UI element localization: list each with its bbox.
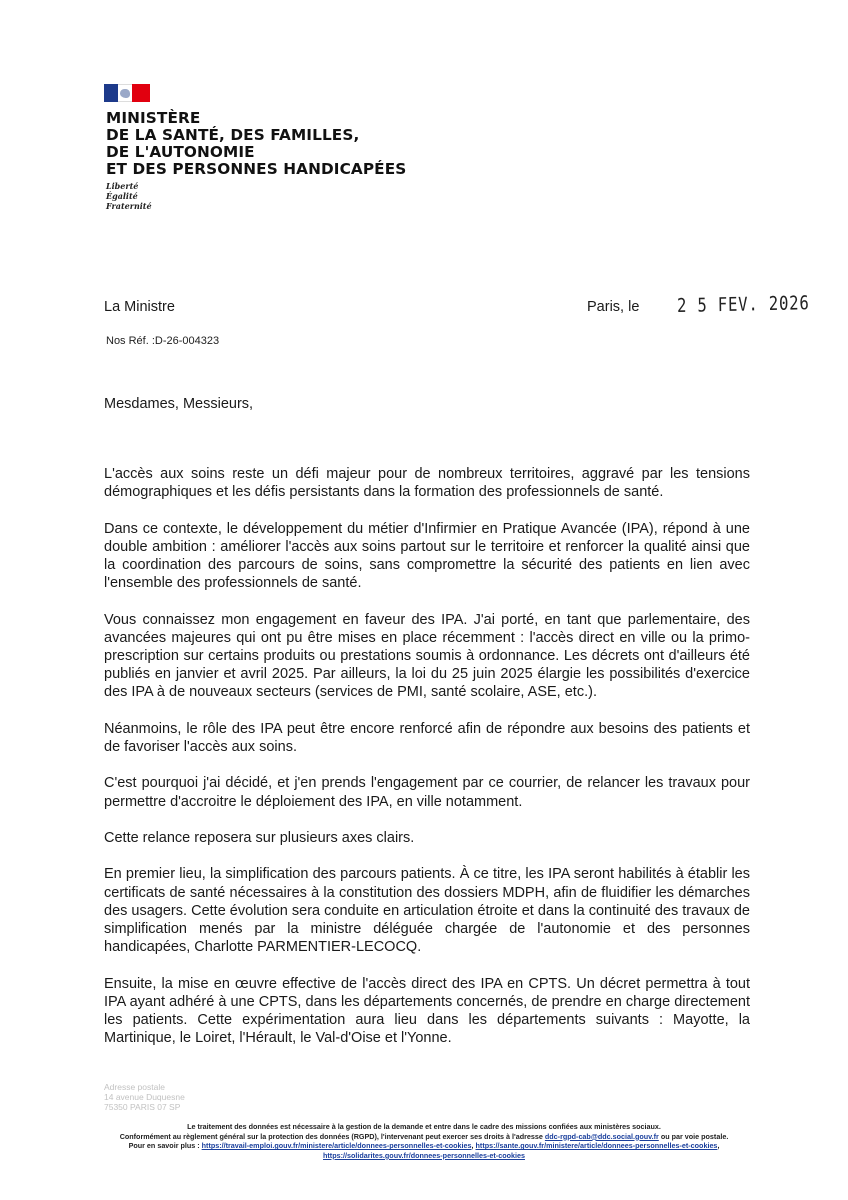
ministry-name <box>106 110 406 178</box>
motto-line: Liberté <box>106 181 139 191</box>
rgpd-footer <box>60 1122 788 1160</box>
address-line: 14 avenue Duquesne <box>104 1092 185 1102</box>
paragraph: L'accès aux soins reste un défi majeur pour de nombreux territoires, aggravé par les tensions démographiques et les défis persistants dans la formation des professionnels de santé. <box>104 466 750 501</box>
marianne-profile-icon <box>118 84 132 102</box>
republic-motto <box>106 181 152 211</box>
paragraph: C'est pourquoi j'ai décidé, et j'en prends l'engagement par ce courrier, de relancer les travaux pour permettre d'accroitre le déploiement des IPA, en ville notamment. <box>104 775 750 810</box>
address-line: Adresse postale <box>104 1082 165 1092</box>
sante-link[interactable]: https://sante.gouv.fr/ministere/article/donnees-personnelles-et-cookies <box>475 1141 718 1151</box>
flag-blue-band <box>104 84 118 102</box>
reference: Nos Réf. :D-26-004323 <box>106 335 220 347</box>
footer-line: Le traitement des données est nécessaire à la gestion de la demande et entre dans le cadre des missions confiées aux ministères sociaux. <box>187 1122 661 1131</box>
paragraph: Cette relance reposera sur plusieurs axes clairs. <box>104 829 415 846</box>
paragraph: Néanmoins, le rôle des IPA peut être encore renforcé afin de répondre aux besoins des patients et de favoriser l'accès aux soins. <box>104 720 750 755</box>
paragraph: Dans ce contexte, le développement du métier d'Infirmier en Pratique Avancée (IPA), répond à une double ambition : améliorer l'accès aux soins partout sur le territoire et renforcer la qualité ainsi que la coordination des parcours de soins, sans compromettre la sécurité des patients en lien avec l'ensemble des professionnels de santé. <box>104 520 750 592</box>
place-label: Paris, le <box>587 299 640 315</box>
ministry-line: MINISTÈRE <box>106 109 201 127</box>
footer-line: Pour en savoir plus : https://travail-emploi.gouv.fr/ministere/article/donnees-personnelles-et-cookies, https://sante.gouv.fr/ministere/article/donnees-personnelles-et-cookies, <box>128 1141 720 1151</box>
motto-line: Fraternité <box>106 201 152 211</box>
ministry-line: DE L'AUTONOMIE <box>106 143 255 161</box>
paragraph: En premier lieu, la simplification des parcours patients. À ce titre, les IPA seront habilités à établir les certificats de santé nécessaires à la constitution des dossiers MDPH, afin de fluidifier les démarches des usagers. Cette évolution sera conduite en articulation étroite et dans la continuité des travaux de simplification menés par la ministre déléguée chargée de l'autonomie et des personnes handicapées, Charlotte PARMENTIER-LECOCQ. <box>104 866 750 956</box>
salutation: Mesdames, Messieurs, <box>104 396 254 412</box>
footer-text: Conformément au règlement général sur la protection des données (RGPD), l'intervenant peut exercer ses droits à l'adresse <box>119 1131 543 1141</box>
motto-line: Égalité <box>106 191 138 201</box>
footer-line <box>60 1151 788 1161</box>
date-stamp: 2 5 FEV. 2026 <box>676 292 810 317</box>
footer-line <box>60 1132 788 1142</box>
postal-address <box>104 1082 185 1112</box>
flag-red-band <box>132 84 150 102</box>
ministry-line: DE LA SANTÉ, DES FAMILLES, <box>106 126 360 144</box>
rgpd-email-link[interactable]: ddc-rgpd-cab@ddc.social.gouv.fr <box>544 1131 659 1141</box>
footer-text: Pour en savoir plus : <box>128 1141 200 1151</box>
solidarites-link[interactable]: https://solidarites.gouv.fr/donnees-personnelles-et-cookies <box>323 1150 525 1160</box>
letter-body <box>104 465 750 1066</box>
paragraph: Ensuite, la mise en œuvre effective de l'accès direct des IPA en CPTS. Un décret permettra à tout IPA ayant adhéré à une CPTS, dans les départements concernés, de prendre en charge directement les patients. Cette expérimentation aura lieu dans les départements suivants : Mayotte, la Martinique, le Loiret, l'Hérault, le Val-d'Oise et l'Yonne. <box>104 975 750 1047</box>
travail-emploi-link[interactable]: https://travail-emploi.gouv.fr/ministere/article/donnees-personnelles-et-cookies <box>201 1141 472 1151</box>
sender: La Ministre <box>104 299 175 315</box>
address-line: 75350 PARIS 07 SP <box>104 1102 181 1112</box>
marianne-logo <box>104 84 150 102</box>
paragraph: Vous connaissez mon engagement en faveur des IPA. J'ai porté, en tant que parlementaire, des avancées majeures qui ont pu être mises en place récemment : l'accès direct en ville ou la primo-prescription sur certains produits ou prestations soumis à ordonnance. Les décrets ont d'ailleurs été publiés en janvier et avril 2025. Par ailleurs, la loi du 25 juin 2025 élargie les possibilités d'exercice des IPA à de nouveaux secteurs (services de PMI, santé scolaire, ASE, etc.). <box>104 611 750 701</box>
footer-text: ou par voie postale. <box>660 1131 729 1141</box>
ministry-line: ET DES PERSONNES HANDICAPÉES <box>106 160 407 178</box>
